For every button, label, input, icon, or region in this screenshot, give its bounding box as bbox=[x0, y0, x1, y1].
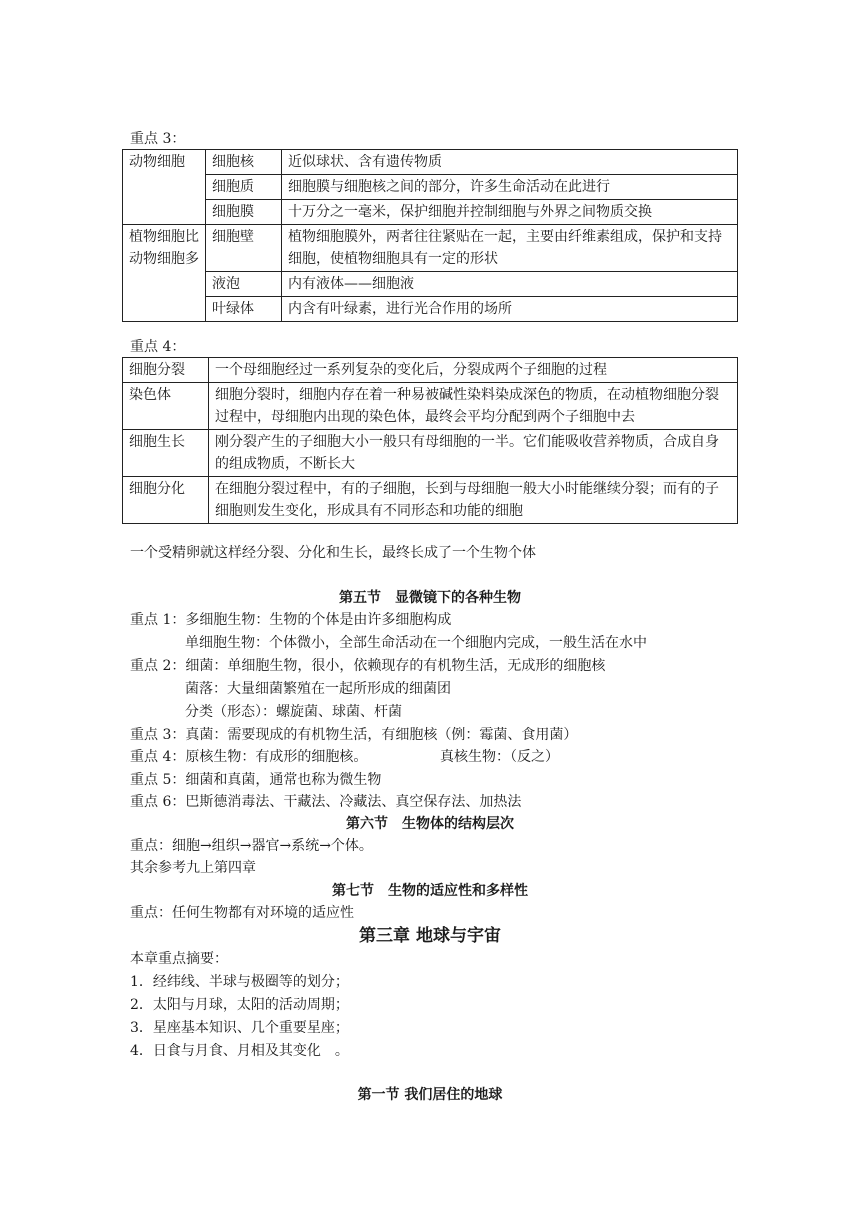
table-cell-term: 细胞分裂 bbox=[123, 358, 209, 383]
chapter3-title: 第三章 地球与宇宙 bbox=[359, 926, 501, 946]
table-row bbox=[123, 383, 738, 430]
section5-title: 第五节 显微镜下的各种生物 bbox=[339, 590, 521, 606]
table-cell-part: 细胞核 bbox=[206, 150, 282, 175]
table-cell-desc: 近似球状、含有遗传物质 bbox=[282, 150, 738, 175]
table-row bbox=[123, 175, 738, 200]
chapter3-item: 1．经纬线、半球与极圈等的划分； bbox=[130, 974, 349, 990]
section6-title: 第六节 生物体的结构层次 bbox=[346, 816, 514, 832]
table-cell-desc: 刚分裂产生的子细胞大小一般只有母细胞的一半。它们能吸收营养物质，合成自身的组成物质，不断长大 bbox=[209, 430, 738, 477]
table-cell-desc: 细胞分裂时，细胞内存在着一种易被碱性染料染成深色的物质，在动植物细胞分裂过程中，母细胞内出现的染色体，最终会平均分配到两个子细胞中去 bbox=[209, 383, 738, 430]
section5-point2-sub2: 分类（形态）：螺旋菌、球菌、杆菌 bbox=[185, 704, 402, 720]
animal-cell-group: 动物细胞 bbox=[123, 150, 206, 225]
table-row bbox=[123, 477, 738, 524]
section7-point: 重点：任何生物都有对环境的适应性 bbox=[130, 905, 354, 921]
key4-heading: 重点 4： bbox=[130, 339, 186, 355]
chapter3-item: 4．日食与月食、月相及其变化 。 bbox=[130, 1043, 349, 1059]
table-cell-desc: 在细胞分裂过程中，有的子细胞，长到与母细胞一般大小时能继续分裂；而有的子细胞则发生变化，形成具有不同形态和功能的细胞 bbox=[209, 477, 738, 524]
cell-process-table bbox=[122, 357, 738, 524]
table-cell-desc: 内有液体——细胞液 bbox=[282, 272, 738, 297]
table-row bbox=[123, 200, 738, 225]
table-cell-term: 细胞生长 bbox=[123, 430, 209, 477]
chapter3-item: 3．星座基本知识、几个重要星座； bbox=[130, 1020, 349, 1036]
table-cell-part: 细胞壁 bbox=[206, 225, 282, 272]
section5-point6: 重点 6：巴斯德消毒法、干藏法、冷藏法、真空保存法、加热法 bbox=[130, 794, 522, 810]
section5-point3: 重点 3：真菌：需要现成的有机物生活，有细胞核（例：霉菌、食用菌） bbox=[130, 727, 578, 743]
section7-title: 第七节 生物的适应性和多样性 bbox=[332, 883, 528, 899]
table-cell-desc: 内含有叶绿素，进行光合作用的场所 bbox=[282, 297, 738, 322]
key3-heading: 重点 3： bbox=[130, 131, 186, 147]
section5-point1-sub: 单细胞生物：个体微小，全部生命活动在一个细胞内完成，一般生活在水中 bbox=[185, 635, 647, 651]
table-cell-term: 染色体 bbox=[123, 383, 209, 430]
chapter3-intro: 本章重点摘要： bbox=[130, 951, 228, 967]
table-row bbox=[123, 297, 738, 322]
table-cell-part: 细胞膜 bbox=[206, 200, 282, 225]
section5-point4-eukaryote: 真核生物：（反之） bbox=[440, 749, 559, 765]
section6-point: 重点：细胞→组织→器官→系统→个体。 bbox=[130, 838, 373, 854]
table-cell-term: 细胞分化 bbox=[123, 477, 209, 524]
table-row bbox=[123, 272, 738, 297]
chapter3-item: 2．太阳与月球，太阳的活动周期； bbox=[130, 997, 349, 1013]
table-row bbox=[123, 430, 738, 477]
table-row bbox=[123, 225, 738, 272]
section6-reference: 其余参考九上第四章 bbox=[130, 860, 256, 876]
table-cell-part: 液泡 bbox=[206, 272, 282, 297]
section5-point2: 重点 2：细菌：单细胞生物，很小，依赖现存的有机物生活，无成形的细胞核 bbox=[130, 658, 606, 674]
chapter3-section1-title: 第一节 我们居住的地球 bbox=[357, 1087, 503, 1103]
section5-point4 bbox=[130, 746, 559, 768]
table-cell-desc: 细胞膜与细胞核之间的部分，许多生命活动在此进行 bbox=[282, 175, 738, 200]
table-row bbox=[123, 150, 738, 175]
table-cell-desc: 一个母细胞经过一系列复杂的变化后，分裂成两个子细胞的过程 bbox=[209, 358, 738, 383]
section5-point2-sub1: 菌落：大量细菌繁殖在一起所形成的细菌团 bbox=[185, 681, 451, 697]
key4-summary: 一个受精卵就这样经分裂、分化和生长，最终长成了一个生物个体 bbox=[130, 545, 536, 561]
cell-structure-table bbox=[122, 149, 738, 322]
table-cell-part: 细胞质 bbox=[206, 175, 282, 200]
table-cell-desc: 植物细胞膜外，两者往往紧贴在一起，主要由纤维素组成，保护和支持细胞，使植物细胞具有一定的形状 bbox=[282, 225, 738, 272]
section5-point5: 重点 5：细菌和真菌，通常也称为微生物 bbox=[130, 772, 382, 788]
plant-cell-group: 植物细胞比动物细胞多 bbox=[123, 225, 206, 322]
table-cell-part: 叶绿体 bbox=[206, 297, 282, 322]
section5-point1: 重点 1：多细胞生物：生物的个体是由许多细胞构成 bbox=[130, 612, 452, 628]
table-row bbox=[123, 358, 738, 383]
section5-point4-prokaryote: 重点 4：原核生物：有成形的细胞核。 bbox=[130, 749, 368, 765]
table-cell-desc: 十万分之一毫米，保护细胞并控制细胞与外界之间物质交换 bbox=[282, 200, 738, 225]
